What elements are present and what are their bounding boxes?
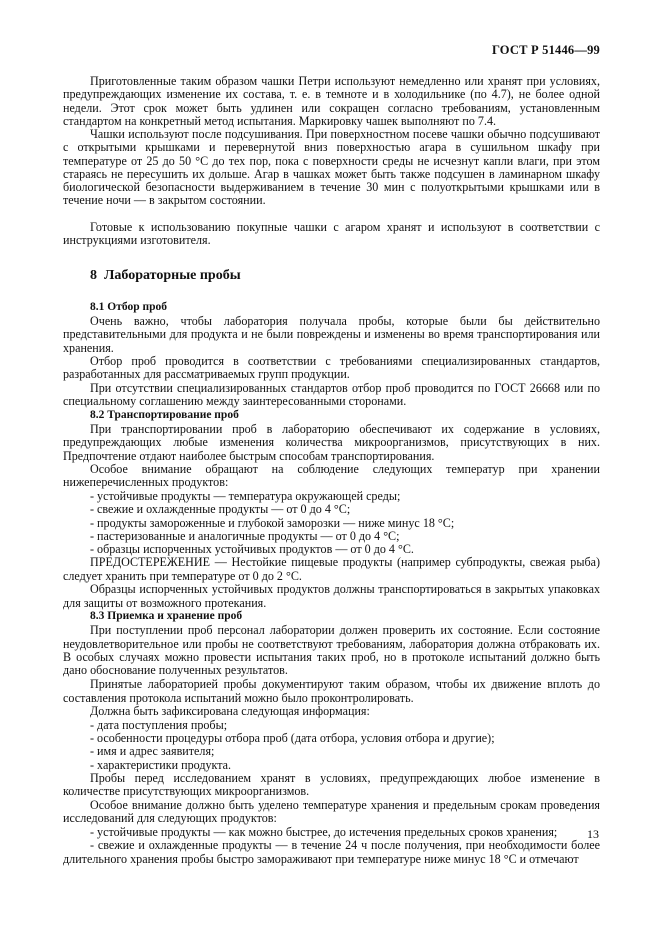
list-item: - продукты замороженные и глубокой заморозки — ниже минус 18 °С;: [90, 515, 455, 530]
warning-note: ПРЕДОСТЕРЕЖЕНИЕ — Нестойкие пищевые продукты (например субпродукты, свежая рыба) следует хранить при температуре от 0 до 2 °С.: [63, 555, 600, 583]
subsection-title-8-3: 8.3 Приемка и хранение проб: [90, 610, 243, 623]
list-item: - имя и адрес заявителя;: [90, 744, 215, 759]
list-item: - характеристики продукта.: [90, 757, 232, 772]
subsection-title-8-2: 8.2 Транспортирование проб: [90, 409, 239, 421]
list-item: - пастеризованные и аналогичные продукты — от 0 до 4 °С;: [90, 528, 400, 543]
paragraph: Приготовленные таким образом чашки Петри используют немедленно или хранят при условиях, предупреждающих изменение их состава, т. е. в темноте и в холодильнике (по 4.7), не более одной недели. Этот срок может быть удлинен или сокращен согласно требованиям, установленным стандартом на конкретный метод испытания. Маркировку чашек выполняют по 7.4.: [63, 74, 600, 128]
paragraph: Очень важно, чтобы лаборатория получала пробы, которые были бы действительно представительными для продукта и не были повреждены и изменены во время транспортирования или хранения.: [63, 314, 600, 355]
page-number: 13: [587, 827, 599, 841]
paragraph: Особое внимание обращают на соблюдение следующих температур при хранении нижеперечисленных продуктов:: [63, 462, 600, 490]
list-item: - дата поступления пробы;: [90, 717, 228, 732]
paragraph: При отсутствии специализированных стандартов отбор проб проводится по ГОСТ 26668 или по специальному соглашению между заинтересованными сторонами.: [63, 381, 600, 409]
list-item: - образцы испорченных устойчивых продуктов — от 0 до 4 °С.: [90, 542, 414, 557]
list-item: - особенности процедуры отбора проб (дата отбора, условия отбора и другие);: [90, 731, 495, 746]
paragraph: Принятые лабораторией пробы документируют таким образом, чтобы их движение вплоть до составления протокола испытаний можно было проконтролировать.: [63, 677, 600, 705]
list-item: - устойчивые продукты — как можно быстрее, до истечения предельных сроков хранения;: [90, 824, 558, 839]
paragraph: Отбор проб проводится в соответствии с требованиями специализированных стандартов, разработанных для рассматриваемых групп продукции.: [63, 354, 600, 382]
paragraph: Особое внимание должно быть уделено температуре хранения и предельным срокам проведения исследований для следующих продуктов:: [63, 797, 600, 826]
page-body: [63, 0, 600, 866]
section-title: Лабораторные пробы: [104, 268, 241, 283]
section-heading: [63, 269, 600, 301]
section-number: 8: [90, 268, 97, 283]
paragraph: При поступлении проб персонал лаборатории должен проверить их состояние. Если состояние неудовлетворительное или пробы не соответствуют требованиям, лаборатория должна отбраковать их. В особых случаях можно провести испытания таких проб, но в протоколе испытаний должно быть дано обоснование полученных результатов.: [63, 623, 600, 678]
paragraph: Пробы перед исследованием хранят в условиях, предупреждающих любое изменение в количестве присутствующих микроорганизмов.: [63, 770, 600, 799]
paragraph: Образцы испорченных устойчивых продуктов должны транспортироваться в закрытых упаковках для защиты от возможного протекания.: [63, 582, 600, 610]
paragraph: Чашки используют после подсушивания. При поверхностном посеве чашки обычно подсушивают с открытыми крышками и перевернутой вниз поверхностью агара в сушильном шкафу при температуре от 25 до 50 °С до тех пор, пока с поверхности среды не исчезнут капли влаги, при этом стараясь не пересушить их дольше. Агар в чашках может быть также подсушен в ламинарном шкафу биологической безопасности выдерживанием в течение 30 мин с полуоткрытыми крышками или в течение ночи — в закрытом состоянии.: [63, 127, 600, 208]
document-code: ГОСТ Р 51446—99: [491, 43, 600, 57]
list-item: - свежие и охлажденные продукты — в течение 24 ч после получения, при необходимости более длительного хранения пробы быстро замораживают при температуре ниже минус 18 °С и отмечают: [63, 838, 600, 866]
paragraph: Должна быть зафиксирована следующая информация:: [90, 704, 370, 719]
list-item: - свежие и охлажденные продукты — от 0 до 4 °С;: [90, 502, 351, 517]
paragraph: При транспортировании проб в лабораторию обеспечивают их содержание в условиях, предупреждающих любые изменения количества микроорганизмов, присутствующих в них. Предпочтение отдают наиболее быстрым способам транспортирования.: [63, 422, 600, 463]
list-item: - устойчивые продукты — температура окружающей среды;: [90, 489, 401, 503]
subsection-title-8-1: 8.1 Отбор проб: [90, 301, 167, 313]
paragraph: Готовые к использованию покупные чашки с агаром хранят и используют в соответствии с инструкциями изготовителя.: [63, 220, 600, 248]
